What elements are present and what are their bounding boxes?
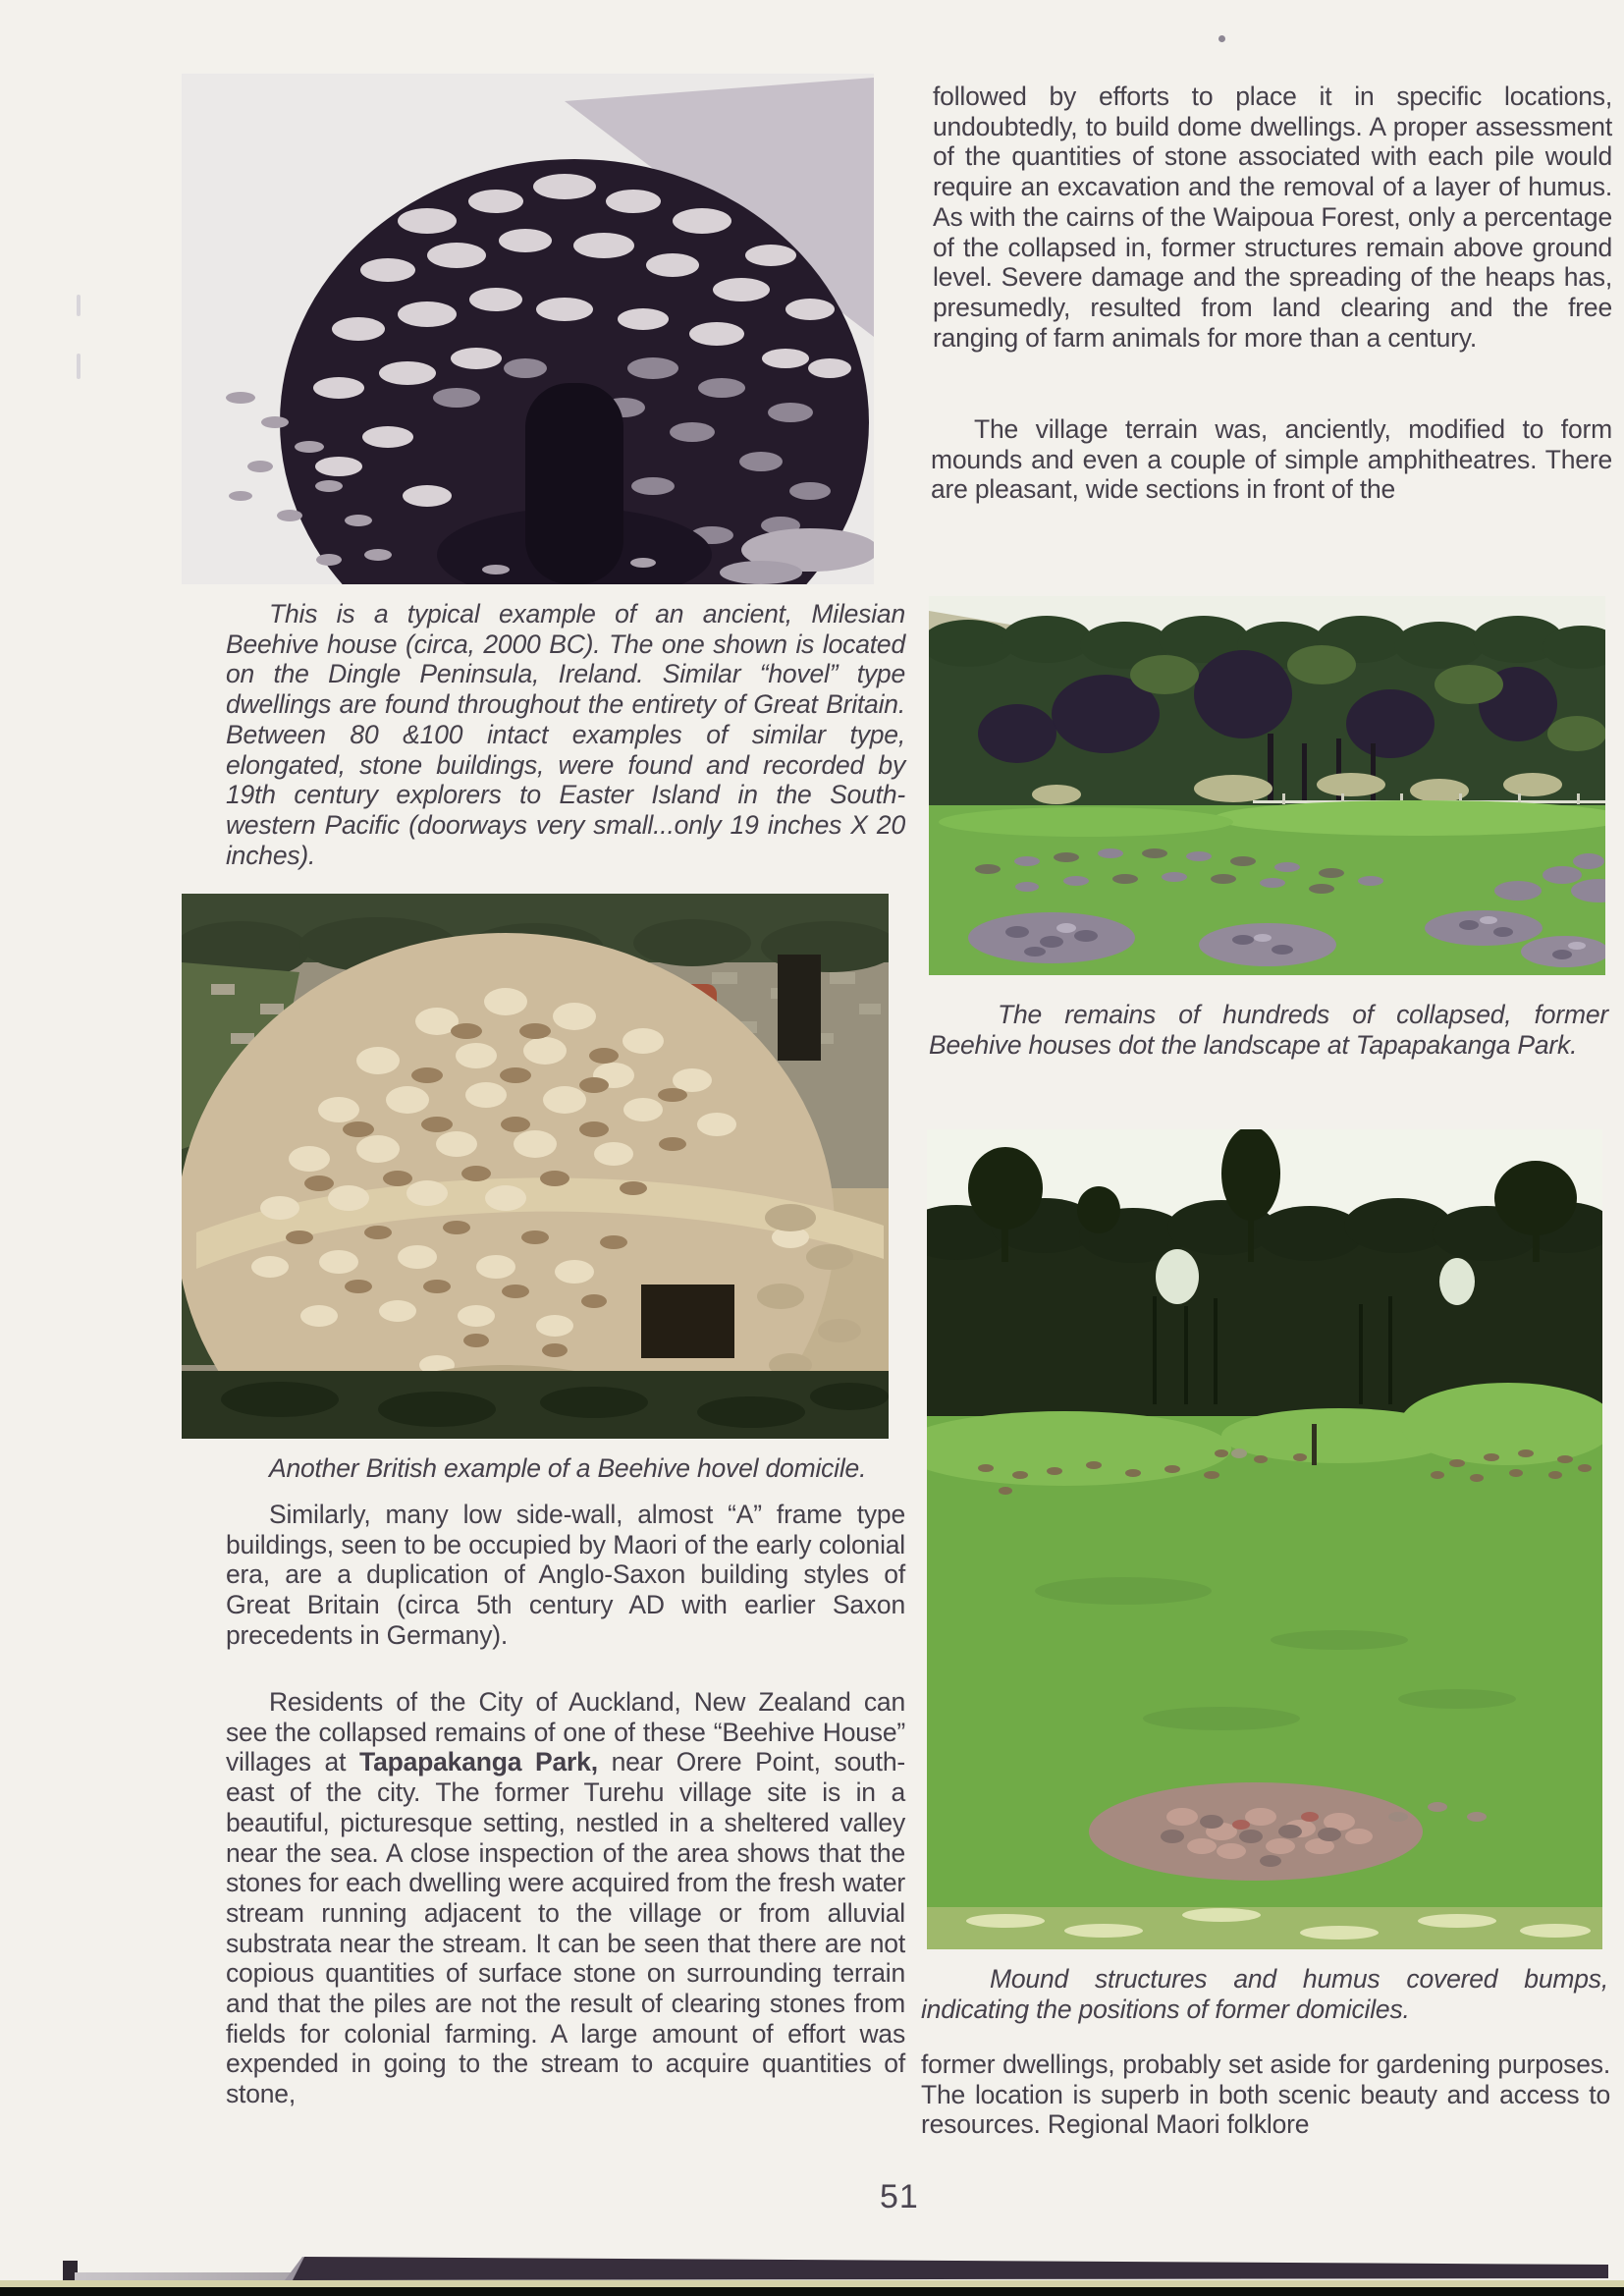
- margin-mark-artifact: [77, 295, 81, 316]
- paragraph-residents-start: Residents of the City of Auckland, New Zealand can see the collapsed remains of one of these “Beehive House” villages at: [226, 1687, 905, 1777]
- paragraph-residents-end: near Orere Point, south-east of the city. The former Turehu village site is in a beautiful, picturesque setting, nestled in a sheltered valley near the sea. A close inspection of the area shows that the stones for each dwelling were acquired from the fresh water stream running adjacent to the village or from alluvial substrata near the stream. It can be seen that there are not copious quantities of surface stone on surrounding terrain and that the piles are not the result of clearing stones from fields for colonial farming. A large amount of effort was expended in going to the stream to acquire quantities of stone,: [226, 1747, 905, 2109]
- scan-dot-artifact: [1218, 35, 1225, 42]
- caption-park-remains: The remains of hundreds of collapsed, former Beehive houses dot the landscape at Tapapakanga Park.: [929, 1000, 1608, 1060]
- milesian-beehive-house-bw-photo: [182, 74, 874, 584]
- beehive-bw-illustration: [182, 74, 874, 584]
- park-landscape-illustration: [929, 596, 1605, 975]
- paragraph-similarly: Similarly, many low side-wall, almost “A” frame type buildings, seen to be occupied by Maori of the early colonial era, are a duplication of Anglo-Saxon building styles of Great Britain (circa 5th century AD with earlier Saxon precedents in Germany).: [226, 1500, 905, 1650]
- caption-beehive-ireland: This is a typical example of an ancient, Milesian Beehive house (circa, 2000 BC). The one shown is located on the Dingle Peninsula, Ireland. Similar “hovel” type dwellings are found throughout the entirety of Great Britain. Between 80 &100 intact examples of similar type, elongated, stone buildings, were found and recorded by 19th century explorers to Easter Island in the South-western Pacific (doorways very small...only 19 inches X 20 inches).: [226, 599, 905, 870]
- beehive-color-illustration: [182, 894, 889, 1439]
- paragraph-former-dwellings: former dwellings, probably set aside for gardening purposes. The location is superb in both scenic beauty and access to resources. Regional Maori folklore: [921, 2050, 1610, 2140]
- caption-mound-structures: Mound structures and humus covered bumps, indicating the positions of former domiciles.: [921, 1964, 1608, 2024]
- scan-black-strip-artifact: [0, 2287, 1624, 2296]
- paragraph-continuation: followed by efforts to place it in specific locations, undoubtedly, to build dome dwellings. A proper assessment of the quantities of stone associated with each pile would require an excavation and the removal of a layer of humus. As with the cairns of the Waipoua Forest, only a percentage of the collapsed in, former structures remain above ground level. Severe damage and the spreading of the heaps has, presumedly, resulted from land clearing and the free ranging of farm animals for more than a century.: [933, 82, 1612, 353]
- paragraph-residents: [226, 1687, 905, 2109]
- tapapakanga-park-bold-text: Tapapakanga Park,: [359, 1747, 598, 1777]
- mound-field-illustration: [927, 1129, 1602, 1949]
- scan-khaki-line-artifact: [0, 2280, 1624, 2287]
- page-number: 51: [880, 2178, 919, 2215]
- paragraph-village-terrain: The village terrain was, anciently, modified to form mounds and even a couple of simple amphitheatres. There are pleasant, wide sections in front of the: [931, 414, 1612, 505]
- caption-british-beehive: Another British example of a Beehive hovel domicile.: [269, 1453, 867, 1483]
- british-beehive-hovel-photo: [182, 894, 889, 1439]
- mound-field-photo: [927, 1129, 1602, 1949]
- margin-mark-artifact: [77, 354, 81, 379]
- tapapakanga-park-landscape-photo: [929, 596, 1605, 975]
